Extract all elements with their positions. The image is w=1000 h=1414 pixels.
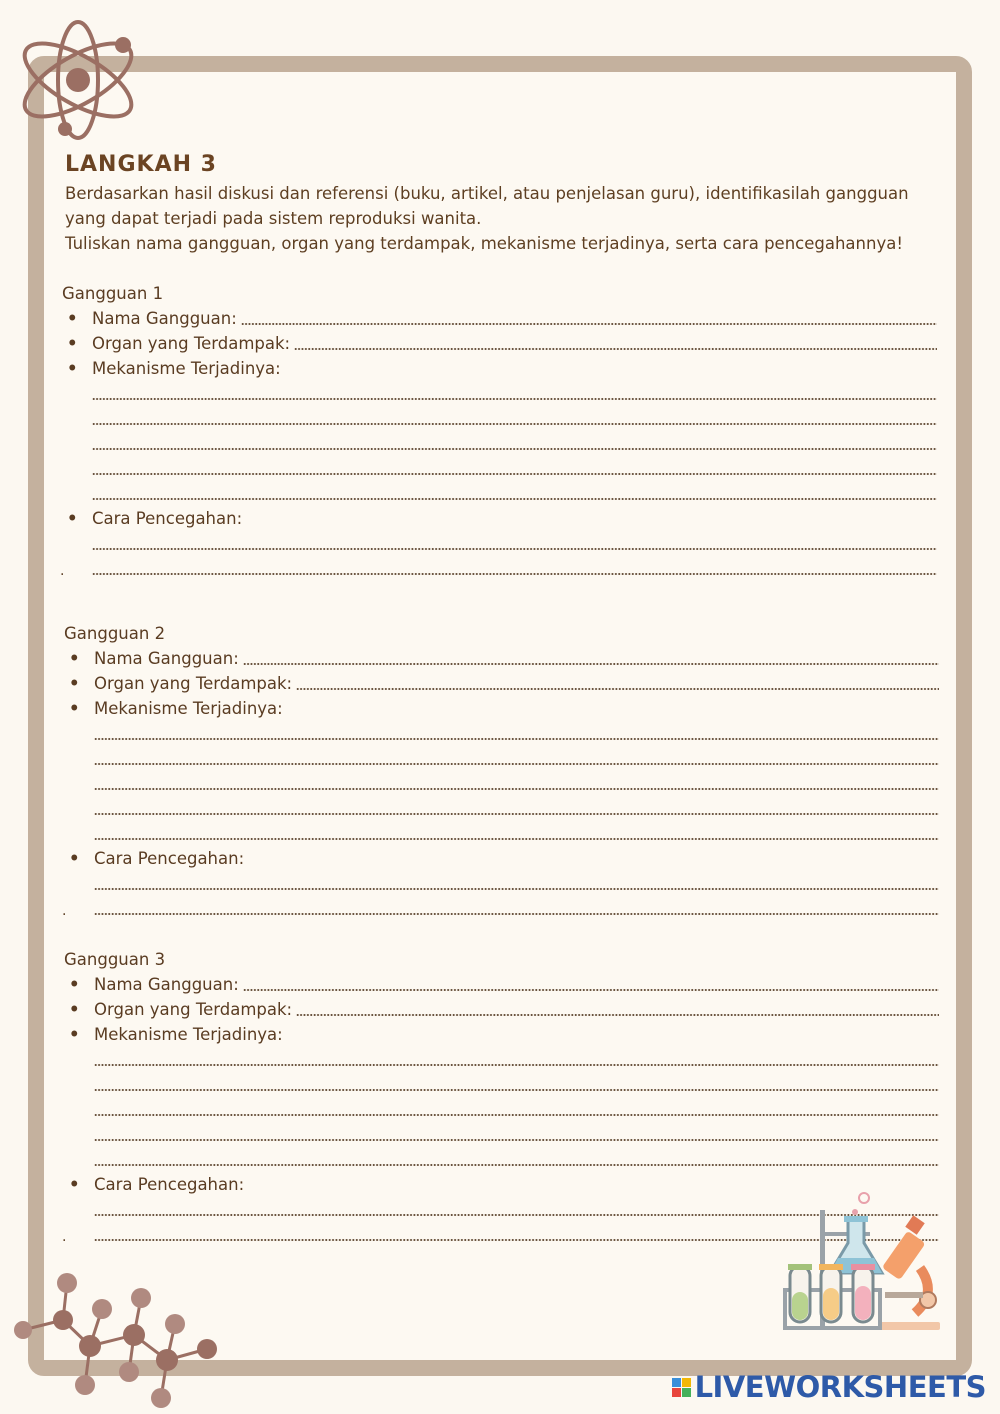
bullet-icon: • <box>69 1175 80 1194</box>
cara-answer-line[interactable] <box>94 871 939 896</box>
mekanisme-answer-line[interactable] <box>92 431 937 456</box>
cara-label: Cara Pencegahan: <box>94 849 245 868</box>
bullet-icon: • <box>67 334 78 353</box>
mekanisme-answer-line[interactable] <box>92 456 937 481</box>
stray-dot: . <box>60 563 65 579</box>
cara-answer-line[interactable] <box>92 556 937 581</box>
instructions <box>65 181 945 256</box>
nama-gangguan-answer-line[interactable] <box>243 663 939 665</box>
brand-icon <box>672 1378 691 1397</box>
organ-row <box>62 331 937 356</box>
nama-gangguan-row <box>62 306 937 331</box>
bullet-icon: • <box>69 699 80 718</box>
mekanisme-row <box>64 1022 939 1047</box>
section-title: Gangguan 3 <box>64 950 166 969</box>
organ-answer-line[interactable] <box>294 348 937 350</box>
section-title: Gangguan 2 <box>64 624 166 643</box>
bullet-icon: • <box>69 975 80 994</box>
nama-gangguan-answer-line[interactable] <box>241 323 937 325</box>
instruction-line-1: Berdasarkan hasil diskusi dan referensi (buku, artikel, atau penjelasan guru), identifikasilah gangguan yang dapat terjadi pada sistem reproduksi wanita. <box>65 184 909 228</box>
mekanisme-answer-line[interactable] <box>92 481 937 506</box>
cara-label: Cara Pencegahan: <box>92 509 243 528</box>
nama-gangguan-answer-line[interactable] <box>243 989 939 991</box>
stray-dot: . <box>62 1229 67 1245</box>
organ-label: Organ yang Terdampak: <box>92 334 291 353</box>
atom-icon <box>10 18 150 143</box>
bullet-icon: • <box>69 649 80 668</box>
mekanisme-answer-line[interactable] <box>94 1072 939 1097</box>
mekanisme-label: Mekanisme Terjadinya: <box>94 1025 283 1044</box>
mekanisme-answer-line[interactable] <box>94 1097 939 1122</box>
cara-answer-line[interactable] <box>92 531 937 556</box>
bullet-icon: • <box>67 359 78 378</box>
bullet-icon: • <box>69 1025 80 1044</box>
mekanisme-answer-line[interactable] <box>94 1047 939 1072</box>
nama-gangguan-label: Nama Gangguan: <box>94 975 239 994</box>
bullet-icon: • <box>69 1000 80 1019</box>
mekanisme-row <box>64 696 939 721</box>
cara-label: Cara Pencegahan: <box>94 1175 245 1194</box>
section-gangguan-1 <box>62 281 937 581</box>
mekanisme-answer-line[interactable] <box>94 746 939 771</box>
brand-name: LIVEWORKSHEETS <box>694 1370 986 1404</box>
bullet-icon: • <box>69 849 80 868</box>
mekanisme-answer-line[interactable] <box>94 1122 939 1147</box>
bullet-icon: • <box>67 509 78 528</box>
organ-answer-line[interactable] <box>296 1014 939 1016</box>
nama-gangguan-row <box>64 972 939 997</box>
cara-answer-line[interactable] <box>94 896 939 921</box>
nama-gangguan-row <box>64 646 939 671</box>
cara-row <box>64 846 939 871</box>
mekanisme-row <box>62 356 937 381</box>
mekanisme-answer-line[interactable] <box>92 381 937 406</box>
section-title: Gangguan 1 <box>62 284 164 303</box>
nama-gangguan-label: Nama Gangguan: <box>92 309 237 328</box>
mekanisme-answer-line[interactable] <box>94 721 939 746</box>
section-gangguan-2 <box>64 621 939 921</box>
stray-dot: . <box>62 903 67 919</box>
organ-row <box>64 997 939 1022</box>
nama-gangguan-label: Nama Gangguan: <box>94 649 239 668</box>
organ-answer-line[interactable] <box>296 688 939 690</box>
bullet-icon: • <box>69 674 80 693</box>
molecule-icon <box>5 1268 220 1413</box>
step-heading: LANGKAH 3 <box>65 152 217 177</box>
mekanisme-answer-line[interactable] <box>94 1147 939 1172</box>
mekanisme-label: Mekanisme Terjadinya: <box>92 359 281 378</box>
bullet-icon: • <box>67 309 78 328</box>
instruction-line-2: Tuliskan nama gangguan, organ yang terdampak, mekanisme terjadinya, serta cara pencegahannya! <box>65 234 903 253</box>
mekanisme-answer-line[interactable] <box>94 796 939 821</box>
mekanisme-label: Mekanisme Terjadinya: <box>94 699 283 718</box>
organ-label: Organ yang Terdampak: <box>94 674 293 693</box>
lab-equipment-icon <box>780 1188 945 1336</box>
liveworksheets-logo <box>672 1370 986 1404</box>
mekanisme-answer-line[interactable] <box>94 821 939 846</box>
mekanisme-answer-line[interactable] <box>92 406 937 431</box>
organ-row <box>64 671 939 696</box>
mekanisme-answer-line[interactable] <box>94 771 939 796</box>
cara-row <box>62 506 937 531</box>
organ-label: Organ yang Terdampak: <box>94 1000 293 1019</box>
